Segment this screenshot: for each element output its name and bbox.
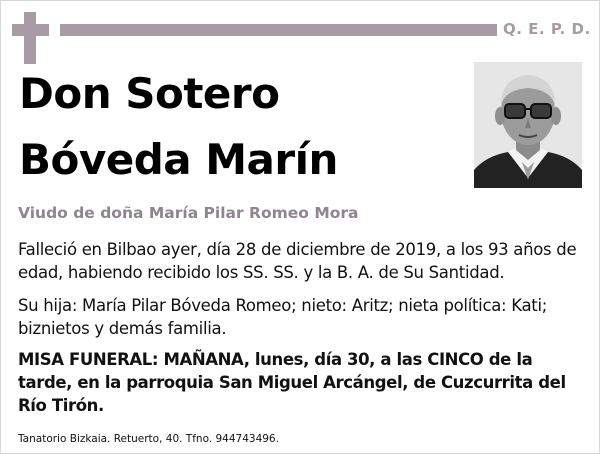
family-text: Su hija: María Pilar Bóveda Romeo; nieto: Aritz; nieta política: Kati; biznietos y demás familia. (18, 296, 547, 338)
widow-of-line: Viudo de doña María Pilar Romeo Mora (18, 204, 359, 222)
portrait-photo (474, 62, 582, 188)
portrait-illustration (474, 62, 582, 188)
qepd-label: Q. E. P. D. (503, 20, 591, 38)
deceased-name-line2: Bóveda Marín (19, 135, 338, 184)
header-bar (60, 24, 497, 36)
deceased-name-line1: Don Sotero (19, 69, 280, 118)
death-notice-text: Falleció en Bilbao ayer, día 28 de diciembre de 2019, a los 93 años de edad, habiendo recibido los SS. SS. y la B. A. de Su Santidad. (18, 240, 577, 282)
funeral-home-info: Tanatorio Bizkaia. Retuerto, 40. Tfno. 944743496. (18, 433, 279, 445)
funeral-mass-text: MISA FUNERAL: MAÑANA, lunes, día 30, a las CINCO de la tarde, en la parroquia San Miguel Arcángel, de Cuzcurrita del Río Tirón. (18, 350, 566, 415)
